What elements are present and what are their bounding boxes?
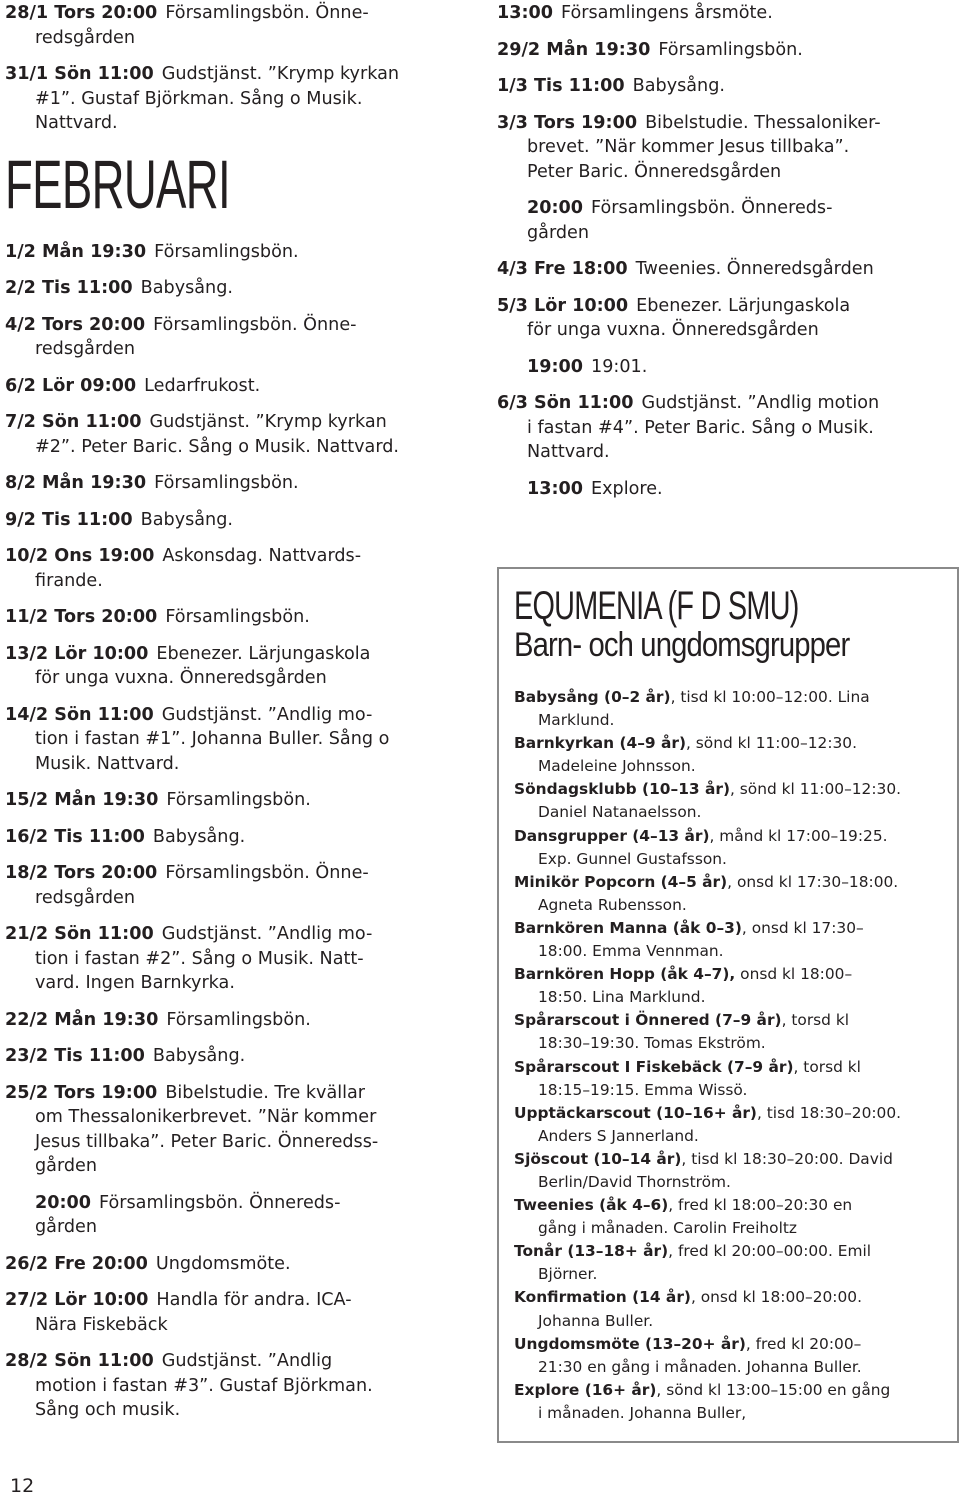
- group-item: [514, 1056, 954, 1102]
- schedule-entry: [5, 1, 490, 50]
- group-first-line: [514, 1102, 954, 1125]
- entry-date-time: 7/2 Sön 11:00: [5, 412, 142, 432]
- entry-first-line: [5, 1288, 490, 1313]
- entry-first-line: [497, 111, 957, 136]
- group-first-line: [514, 825, 954, 848]
- entry-first-line: [497, 294, 957, 319]
- group-details: , månd kl 17:00–19:25.: [709, 826, 888, 845]
- group-name: Konfirmation (14 år): [514, 1288, 691, 1307]
- schedule-entry: [497, 355, 957, 380]
- entry-date-time: 20:00: [527, 198, 584, 218]
- schedule-entry: [497, 294, 957, 343]
- box-subtitle: Barn- och ungdomsgrupper: [514, 626, 850, 664]
- group-continuation: gång i månaden. Carolin Freiholtz: [538, 1219, 797, 1238]
- entry-description: Gudstjänst. ”Andlig mo-: [161, 924, 373, 944]
- entry-continuation: gården: [35, 1156, 98, 1176]
- entry-description: Församlingsbön. Önne-: [165, 3, 369, 23]
- entry-continuation: Sång och musik.: [35, 1400, 181, 1420]
- entry-date-time: 1/3 Tis 11:00: [497, 76, 625, 96]
- entry-date-time: 3/3 Tors 19:00: [497, 112, 638, 133]
- entry-continuation: gården: [527, 222, 590, 243]
- group-details: onsd kl 18:00–: [735, 965, 853, 984]
- group-details: , onsd kl 18:00–20:00.: [690, 1288, 862, 1307]
- group-item: [514, 1148, 954, 1194]
- entry-first-line: [5, 471, 490, 496]
- entry-description: Församlingsbön.: [658, 39, 803, 60]
- group-first-line: [514, 1333, 954, 1356]
- group-item: [514, 825, 954, 871]
- group-details: , torsd kl: [781, 1011, 850, 1030]
- group-name: Spårarscout i Önnered (7–9 år): [514, 1011, 782, 1030]
- entry-date-time: 31/1 Sön 11:00: [5, 64, 154, 84]
- entry-description: Ebenezer. Lärjungaskola: [636, 295, 851, 316]
- group-name: Tweenies (åk 4–6): [514, 1196, 669, 1215]
- entry-description: Församlingsbön.: [166, 790, 311, 810]
- entry-first-line: [5, 1081, 490, 1106]
- entry-first-line: [5, 1044, 490, 1069]
- entry-description: Gudstjänst. ”Krymp kyrkan: [149, 412, 387, 432]
- group-details: , onsd kl 17:30–: [741, 918, 864, 937]
- group-continuation: 18:15–19:15. Emma Wissö.: [538, 1080, 748, 1099]
- march-schedule: [497, 1, 957, 501]
- group-first-line: [514, 1194, 954, 1217]
- entry-date-time: 28/2 Sön 11:00: [5, 1351, 154, 1371]
- entry-date-time: 10/2 Ons 19:00: [5, 546, 155, 566]
- group-name: Explore (16+ år): [514, 1380, 657, 1399]
- entry-continuation: Nattvard.: [527, 442, 610, 462]
- group-item: [514, 778, 954, 824]
- entry-first-line: [497, 391, 957, 416]
- entry-description: Babysång.: [140, 509, 233, 530]
- group-continuation: Björner.: [538, 1265, 598, 1284]
- entry-first-line: [497, 1, 957, 26]
- group-item: [514, 1102, 954, 1148]
- entry-date-time: 19:00: [527, 356, 584, 377]
- entry-first-line: [497, 257, 957, 282]
- entry-continuation: #1”. Gustaf Björkman. Sång o Musik.: [35, 88, 363, 109]
- entry-first-line: [5, 788, 490, 813]
- entry-continuation: Jesus tillbaka”. Peter Baric. Önneredss-: [35, 1131, 379, 1152]
- entry-first-line: [5, 703, 490, 728]
- entry-first-line: [5, 825, 490, 850]
- entry-continuation: för unga vuxna. Önneredsgården: [527, 320, 819, 340]
- group-details: , fred kl 20:00–00:00. Emil: [668, 1242, 872, 1261]
- entry-description: Babysång.: [152, 1046, 246, 1066]
- group-first-line: [514, 1379, 954, 1402]
- entry-first-line: [527, 355, 957, 380]
- group-continuation: Exp. Gunnel Gustafsson.: [538, 849, 727, 868]
- group-list: [514, 686, 954, 1425]
- entry-first-line: [5, 1008, 490, 1033]
- schedule-entry: [497, 257, 957, 282]
- group-continuation: Johanna Buller.: [538, 1311, 654, 1330]
- schedule-entry: [5, 1044, 490, 1069]
- entry-continuation: för unga vuxna. Önneredsgården: [35, 668, 327, 688]
- group-item: [514, 686, 954, 732]
- group-name: Ungdomsmöte (13–20+ år): [514, 1334, 746, 1353]
- schedule-entry: [5, 703, 490, 777]
- group-name: Dansgrupper (4–13 år): [514, 826, 710, 845]
- entry-date-time: 18/2 Tors 20:00: [5, 863, 158, 883]
- entry-continuation: tion i fastan #2”. Sång o Musik. Natt-: [35, 948, 364, 969]
- entry-date-time: 11/2 Tors 20:00: [5, 607, 158, 627]
- group-item: [514, 732, 954, 778]
- entry-first-line: [5, 1349, 490, 1374]
- entry-continuation: motion i fastan #3”. Gustaf Björkman.: [35, 1375, 373, 1396]
- group-first-line: [514, 1056, 954, 1079]
- group-item: [514, 1009, 954, 1055]
- group-continuation: Agneta Rubensson.: [538, 895, 687, 914]
- group-first-line: [514, 963, 954, 986]
- schedule-entry: [5, 240, 490, 265]
- entry-continuation: vard. Ingen Barnkyrka.: [35, 973, 235, 993]
- entry-description: Församlingens årsmöte.: [561, 3, 773, 23]
- entry-date-time: 13:00: [527, 478, 584, 499]
- group-name: Barnkören Manna (åk 0–3): [514, 918, 742, 937]
- entry-first-line: [5, 1, 490, 26]
- group-details: , sönd kl 11:00–12:30.: [685, 734, 857, 753]
- entry-description: Församlingsbön.: [166, 1009, 311, 1030]
- right-column: [497, 1, 957, 513]
- schedule-entry: [497, 477, 957, 502]
- group-continuation: Marklund.: [538, 711, 615, 730]
- entry-date-time: 20:00: [35, 1192, 92, 1213]
- entry-description: Bibelstudie. Thessaloniker-: [645, 112, 881, 133]
- entry-first-line: [35, 1191, 490, 1216]
- entry-continuation: Peter Baric. Önneredsgården: [527, 161, 782, 182]
- entry-description: Bibelstudie. Tre kvällar: [165, 1082, 366, 1103]
- group-item: [514, 871, 954, 917]
- entry-date-time: 25/2 Tors 19:00: [5, 1082, 158, 1103]
- page-number: 12: [10, 1475, 35, 1497]
- group-details: , tisd kl 18:30–20:00. David: [681, 1149, 893, 1168]
- entry-first-line: [497, 74, 957, 99]
- entry-continuation: Nära Fiskebäck: [35, 1314, 168, 1335]
- schedule-entry: [5, 922, 490, 996]
- entry-continuation: om Thessalonikerbrevet. ”När kommer: [35, 1107, 377, 1127]
- entry-date-time: 29/2 Mån 19:30: [497, 39, 651, 60]
- entry-description: Ungdomsmöte.: [155, 1253, 291, 1274]
- entry-continuation: redsgården: [35, 339, 136, 359]
- schedule-entry: [5, 605, 490, 630]
- schedule-entry: [5, 1252, 490, 1277]
- schedule-entry: [5, 1349, 490, 1423]
- schedule-entry: [5, 642, 490, 691]
- box-title: EQUMENIA (F D SMU): [514, 584, 799, 628]
- schedule-entry: [5, 1288, 490, 1337]
- group-name: Sjöscout (10–14 år): [514, 1149, 682, 1168]
- entry-first-line: [5, 410, 490, 435]
- entry-continuation: brevet. ”När kommer Jesus tillbaka”.: [527, 137, 850, 157]
- group-continuation: Anders S Jannerland.: [538, 1126, 699, 1145]
- entry-date-time: 14/2 Sön 11:00: [5, 704, 154, 725]
- group-first-line: [514, 1240, 954, 1263]
- entry-first-line: [5, 240, 490, 265]
- group-first-line: [514, 732, 954, 755]
- schedule-entry: [5, 374, 490, 399]
- january-schedule: [5, 1, 490, 136]
- entry-description: 19:01.: [591, 356, 648, 377]
- entry-first-line: [5, 1252, 490, 1277]
- entry-first-line: [5, 62, 490, 87]
- entry-date-time: 23/2 Tis 11:00: [5, 1046, 145, 1066]
- entry-first-line: [5, 508, 490, 533]
- entry-description: Församlingsbön. Önnereds-: [99, 1192, 341, 1213]
- group-item: [514, 1379, 954, 1425]
- group-name: Tonår (13–18+ år): [514, 1242, 669, 1261]
- entry-date-time: 8/2 Mån 19:30: [5, 473, 147, 493]
- entry-description: Gudstjänst. ”Andlig motion: [641, 393, 880, 413]
- group-item: [514, 1286, 954, 1332]
- group-first-line: [514, 917, 954, 940]
- entry-description: Babysång.: [152, 826, 246, 847]
- entry-date-time: 2/2 Tis 11:00: [5, 278, 133, 298]
- schedule-entry: [497, 38, 957, 63]
- entry-continuation: tion i fastan #1”. Johanna Buller. Sång o: [35, 729, 390, 749]
- group-item: [514, 1333, 954, 1379]
- group-name: Barnkyrkan (4–9 år): [514, 734, 686, 753]
- group-item: [514, 1240, 954, 1286]
- entry-description: Gudstjänst. ”Andlig mo-: [161, 704, 373, 725]
- entry-description: Gudstjänst. ”Andlig: [161, 1351, 333, 1371]
- equmenia-box: [497, 567, 959, 1443]
- entry-date-time: 4/3 Fre 18:00: [497, 259, 628, 279]
- group-details: , torsd kl: [793, 1057, 861, 1076]
- entry-date-time: 6/3 Sön 11:00: [497, 393, 634, 413]
- schedule-entry: [5, 471, 490, 496]
- group-name: Barnkören Hopp (åk 4–7),: [514, 965, 736, 984]
- entry-date-time: 22/2 Mån 19:30: [5, 1009, 159, 1030]
- group-name: Minikör Popcorn (4–5 år): [514, 872, 728, 891]
- entry-description: Explore.: [591, 478, 663, 499]
- group-continuation: 18:30–19:30. Tomas Ekström.: [538, 1034, 766, 1053]
- entry-description: Gudstjänst. ”Krymp kyrkan: [161, 64, 400, 84]
- group-name: Söndagsklubb (10–13 år): [514, 780, 730, 799]
- schedule-entry: [5, 410, 490, 459]
- group-first-line: [514, 1009, 954, 1032]
- entry-date-time: 13:00: [497, 3, 554, 23]
- schedule-entry: [5, 544, 490, 593]
- schedule-entry: [5, 508, 490, 533]
- entry-first-line: [5, 922, 490, 947]
- entry-date-time: 28/1 Tors 20:00: [5, 3, 158, 23]
- entry-continuation: redsgården: [35, 27, 136, 48]
- entry-description: Församlingsbön.: [154, 241, 299, 262]
- schedule-entry: [497, 196, 957, 245]
- group-first-line: [514, 778, 954, 801]
- group-name: Babysång (0–2 år): [514, 688, 671, 706]
- group-details: , onsd kl 17:30–18:00.: [727, 872, 899, 891]
- schedule-entry: [5, 313, 490, 362]
- entry-description: Babysång.: [140, 278, 233, 298]
- entry-first-line: [527, 477, 957, 502]
- group-continuation: 21:30 en gång i månaden. Johanna Buller.: [538, 1357, 862, 1376]
- entry-date-time: 1/2 Mån 19:30: [5, 241, 147, 262]
- entry-date-time: 21/2 Sön 11:00: [5, 924, 154, 944]
- entry-date-time: 27/2 Lör 10:00: [5, 1290, 149, 1310]
- entry-first-line: [5, 642, 490, 667]
- entry-description: Handla för andra. ICA-: [156, 1290, 352, 1310]
- entry-description: Församlingsbön.: [154, 473, 299, 493]
- group-item: [514, 917, 954, 963]
- group-first-line: [514, 1286, 954, 1309]
- schedule-entry: [5, 1081, 490, 1179]
- group-details: , fred kl 20:00–: [745, 1334, 862, 1353]
- entry-first-line: [5, 374, 490, 399]
- entry-description: Babysång.: [632, 76, 725, 96]
- entry-description: Ebenezer. Lärjungaskola: [156, 643, 371, 664]
- entry-description: Tweenies. Önneredsgården: [635, 259, 874, 279]
- group-first-line: [514, 1148, 954, 1171]
- entry-continuation: i fastan #4”. Peter Baric. Sång o Musik.: [527, 417, 874, 438]
- entry-date-time: 13/2 Lör 10:00: [5, 643, 149, 664]
- schedule-entry: [5, 1191, 490, 1240]
- entry-first-line: [497, 38, 957, 63]
- group-continuation: i månaden. Johanna Buller,: [538, 1403, 747, 1422]
- entry-date-time: 5/3 Lör 10:00: [497, 295, 629, 316]
- entry-description: Församlingsbön. Önne-: [165, 863, 369, 883]
- group-details: , tisd 18:30–20:00.: [756, 1103, 902, 1122]
- entry-date-time: 26/2 Fre 20:00: [5, 1253, 148, 1274]
- entry-first-line: [5, 313, 490, 338]
- group-first-line: [514, 871, 954, 894]
- entry-description: Församlingsbön.: [165, 607, 310, 627]
- schedule-entry: [5, 62, 490, 136]
- entry-date-time: 16/2 Tis 11:00: [5, 826, 145, 847]
- entry-continuation: #2”. Peter Baric. Sång o Musik. Nattvard.: [35, 436, 400, 457]
- schedule-entry: [5, 825, 490, 850]
- group-continuation: 18:50. Lina Marklund.: [538, 988, 706, 1007]
- entry-first-line: [527, 196, 957, 221]
- entry-date-time: 15/2 Mån 19:30: [5, 790, 159, 810]
- entry-continuation: gården: [35, 1217, 98, 1237]
- schedule-entry: [5, 788, 490, 813]
- entry-description: Askonsdag. Nattvards-: [162, 546, 362, 566]
- schedule-entry: [497, 74, 957, 99]
- entry-first-line: [5, 861, 490, 886]
- group-details: , sönd kl 11:00–12:30.: [730, 780, 902, 799]
- schedule-entry: [497, 391, 957, 465]
- entry-date-time: 9/2 Tis 11:00: [5, 509, 133, 530]
- schedule-entry: [497, 111, 957, 185]
- group-continuation: Daniel Natanaelsson.: [538, 803, 702, 822]
- group-name: Upptäckarscout (10–16+ år): [514, 1103, 757, 1122]
- entry-continuation: Nattvard.: [35, 113, 118, 133]
- entry-description: Församlingsbön. Önne-: [153, 314, 357, 335]
- group-first-line: [514, 686, 954, 709]
- group-name: Spårarscout I Fiskebäck (7–9 år): [514, 1057, 794, 1076]
- entry-description: Församlingsbön. Önnereds-: [591, 198, 833, 218]
- group-continuation: Berlin/David Thornström.: [538, 1172, 731, 1191]
- february-schedule: [5, 240, 490, 1423]
- schedule-entry: [497, 1, 957, 26]
- schedule-entry: [5, 1008, 490, 1033]
- schedule-entry: [5, 861, 490, 910]
- entry-date-time: 4/2 Tors 20:00: [5, 314, 146, 335]
- entry-date-time: 6/2 Lör 09:00: [5, 375, 137, 396]
- entry-continuation: Musik. Nattvard.: [35, 753, 180, 774]
- group-continuation: 18:00. Emma Vennman.: [538, 942, 724, 961]
- entry-first-line: [5, 276, 490, 301]
- group-details: , tisd kl 10:00–12:00. Lina: [670, 688, 870, 706]
- entry-continuation: firande.: [35, 570, 103, 591]
- group-item: [514, 1194, 954, 1240]
- group-details: , sönd kl 13:00–15:00 en gång: [656, 1380, 891, 1399]
- group-item: [514, 963, 954, 1009]
- entry-description: Ledarfrukost.: [144, 375, 261, 396]
- left-column: [5, 1, 490, 1435]
- entry-first-line: [5, 544, 490, 569]
- month-heading: FEBRUARI: [5, 145, 230, 223]
- entry-continuation: redsgården: [35, 887, 136, 908]
- entry-first-line: [5, 605, 490, 630]
- group-continuation: Madeleine Johnsson.: [538, 757, 696, 776]
- schedule-entry: [5, 276, 490, 301]
- group-details: , fred kl 18:00–20:30 en: [668, 1196, 853, 1215]
